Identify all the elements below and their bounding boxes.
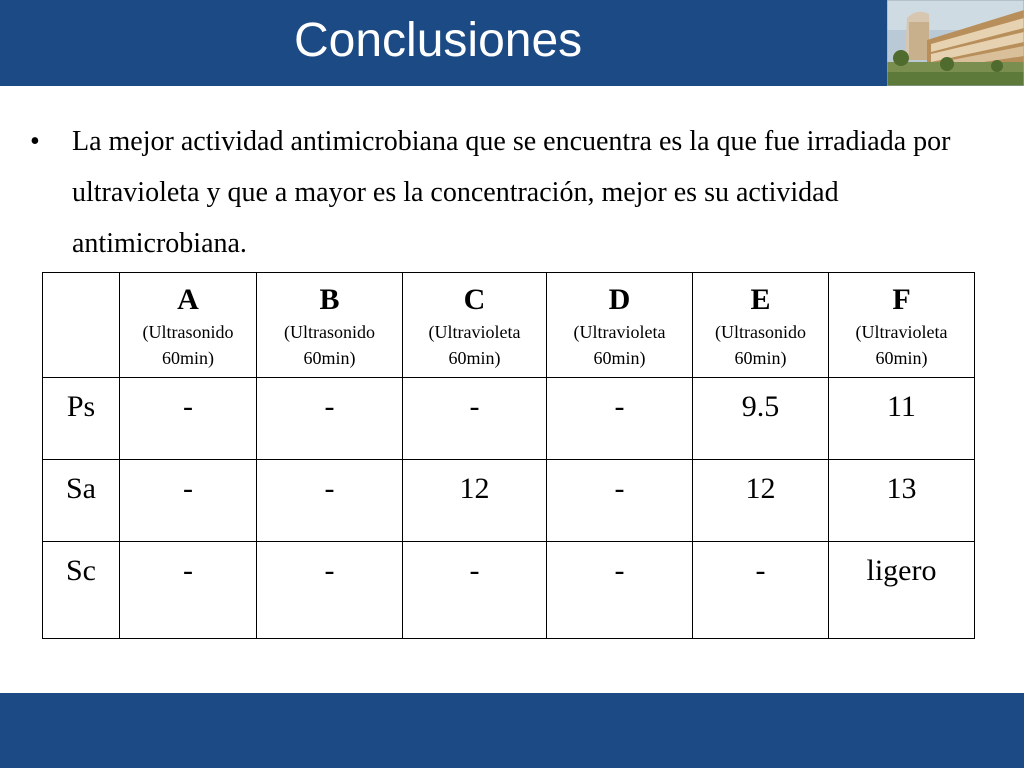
column-desc-line2: 60min) (875, 348, 928, 368)
table-cell: - (257, 542, 403, 639)
column-header-c (403, 273, 547, 378)
table-row (43, 378, 975, 460)
column-letter: E (750, 283, 771, 316)
table-cell: - (257, 460, 403, 542)
table-cell: - (257, 378, 403, 460)
footer-bar (0, 693, 1024, 768)
column-desc-line2: 60min) (448, 348, 501, 368)
table-cell: - (693, 542, 829, 639)
table-cell: 13 (829, 460, 975, 542)
row-label: Sa (43, 460, 120, 542)
column-desc-line2: 60min) (162, 348, 214, 368)
table-cell: 11 (829, 378, 975, 460)
results-table (42, 272, 975, 639)
row-label: Ps (43, 378, 120, 460)
table-cell: - (403, 542, 547, 639)
column-desc-line2: 60min) (303, 348, 356, 368)
table-corner-cell (43, 273, 120, 378)
column-letter: F (892, 283, 911, 316)
table-cell: - (120, 378, 257, 460)
table-row (43, 460, 975, 542)
table-cell: - (547, 542, 693, 639)
table-cell: - (120, 542, 257, 639)
column-desc-line1: (Ultravioleta (855, 322, 948, 342)
table-row (43, 542, 975, 639)
column-letter: B (319, 283, 340, 316)
column-header-f (829, 273, 975, 378)
column-letter: D (608, 283, 631, 316)
table-cell: - (547, 460, 693, 542)
table-cell: 12 (403, 460, 547, 542)
column-desc-line1: (Ultravioleta (573, 322, 666, 342)
column-header-b (257, 273, 403, 378)
column-desc-line1: (Ultrasonido (142, 322, 234, 342)
column-desc-line1: (Ultrasonido (284, 322, 375, 342)
table-cell: ligero (829, 542, 975, 639)
building-photo-icon (887, 0, 1024, 86)
table-cell: 9.5 (693, 378, 829, 460)
column-header-e (693, 273, 829, 378)
slide-title: Conclusiones (294, 14, 583, 67)
column-desc-line2: 60min) (593, 348, 646, 368)
column-desc-line2: 60min) (734, 348, 787, 368)
table-header-row (43, 273, 975, 378)
table-cell: - (403, 378, 547, 460)
column-letter: A (177, 283, 199, 316)
row-label: Sc (43, 542, 120, 639)
column-header-a (120, 273, 257, 378)
column-letter: C (463, 283, 486, 316)
table-cell: - (547, 378, 693, 460)
table-cell: - (120, 460, 257, 542)
bullet-text: La mejor actividad antimicrobiana que se encuentra es la que fue irradiada por ultravioleta y que a mayor es la concentración, mejor es su actividad antimicrobiana. (72, 126, 951, 259)
bullet-marker: • (30, 126, 40, 157)
table-cell: 12 (693, 460, 829, 542)
header-bar (0, 0, 1024, 86)
column-header-d (547, 273, 693, 378)
column-desc-line1: (Ultrasonido (715, 322, 806, 342)
column-desc-line1: (Ultravioleta (428, 322, 521, 342)
